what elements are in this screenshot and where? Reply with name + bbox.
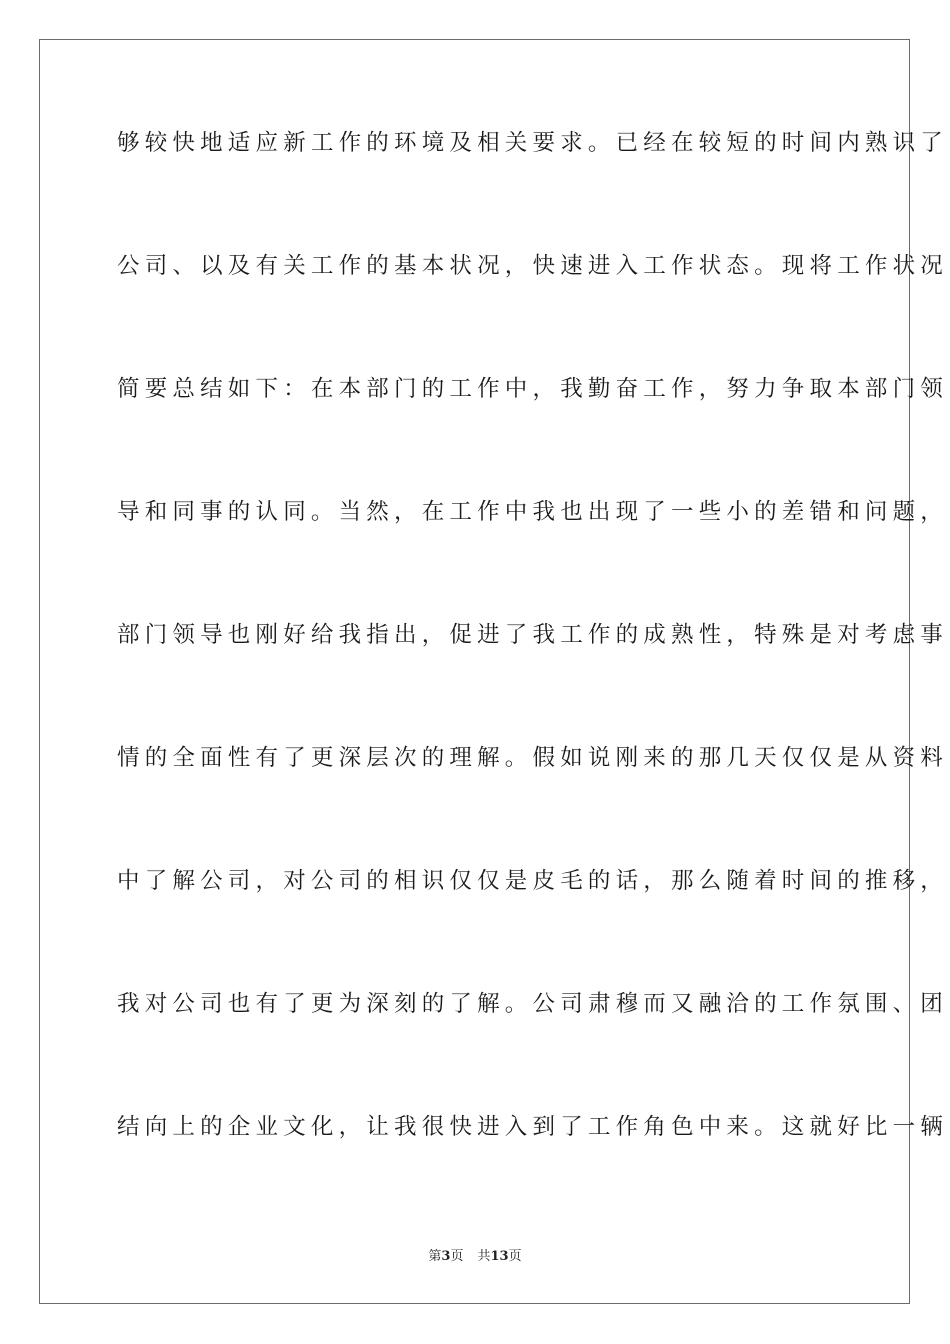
text-line: 部门领导也刚好给我指出，促进了我工作的成熟性，特殊是对考虑事 — [117, 622, 949, 648]
text-line: 导和同事的认同。当然，在工作中我也出现了一些小的差错和问题， — [117, 499, 949, 525]
page-footer — [0, 1248, 950, 1266]
document-body — [117, 130, 949, 1237]
text-line: 情的全面性有了更深层次的理解。假如说刚来的那几天仅仅是从资料 — [117, 745, 949, 771]
page-suffix: 页 — [450, 1249, 464, 1264]
page-prefix: 第 — [428, 1249, 442, 1264]
text-line: 我对公司也有了更为深刻的了解。公司肃穆而又融洽的工作氛围、团 — [117, 991, 949, 1017]
total-suffix: 页 — [508, 1249, 522, 1264]
text-line: 够较快地适应新工作的环境及相关要求。已经在较短的时间内熟识了 — [117, 130, 949, 156]
text-line: 公司、以及有关工作的基本状况，快速进入工作状态。现将工作状况 — [117, 253, 949, 279]
total-pages: 13 — [490, 1249, 509, 1264]
page-number: 3 — [441, 1249, 451, 1264]
text-line: 中了解公司，对公司的相识仅仅是皮毛的话，那么随着时间的推移， — [117, 868, 949, 894]
text-line: 简要总结如下：在本部门的工作中，我勤奋工作，努力争取本部门领 — [117, 376, 949, 402]
total-prefix: 共 — [477, 1249, 491, 1264]
text-line: 结向上的企业文化，让我很快进入到了工作角色中来。这就好比一辆 — [117, 1114, 949, 1140]
